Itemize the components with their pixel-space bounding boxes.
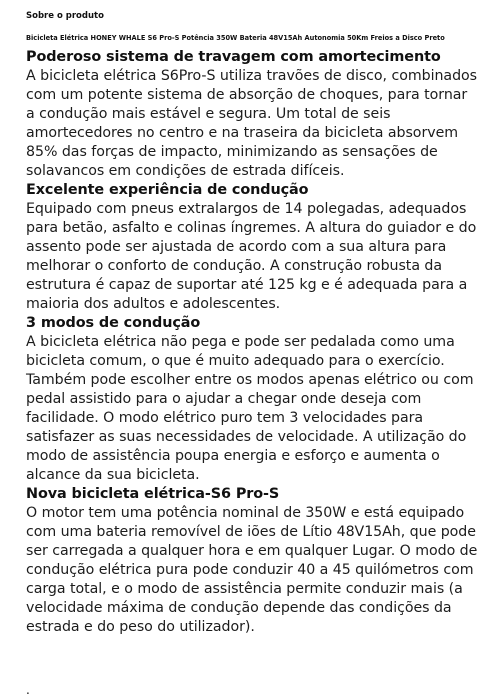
trailing-mark: . — [26, 683, 30, 697]
section-riding-experience — [26, 181, 478, 314]
section-riding-modes — [26, 314, 478, 485]
section-heading: Excelente experiência de condução — [26, 182, 309, 198]
section-heading: 3 modos de condução — [26, 315, 201, 331]
section-heading: Poderoso sistema de travagem com amortecimento — [26, 49, 441, 65]
section-body: A bicicleta elétrica S6Pro-S utiliza travões de disco, combinados com um potente sistema de absorção de choques, para tornar a condução mais estável e segura. Um total de seis amortecedores no centro e na traseira da bicicleta absorvem 85% das forças de impacto, minimizando as sensações de solavancos em condições de estrada difíceis. — [26, 68, 477, 179]
section-braking — [26, 48, 478, 181]
description-content — [26, 48, 478, 637]
section-body: Equipado com pneus extralargos de 14 polegadas, adequados para betão, asfalto e colinas íngremes. A altura do guiador e do assento pode ser ajustada de acordo com a sua altura para melhorar o conforto de condução. A construção robusta da estrutura é capaz de suportar até 125 kg e é adequada para a maioria dos adultos e adolescentes. — [26, 201, 477, 312]
section-new-bike — [26, 485, 478, 637]
product-title: Bicicleta Elétrica HONEY WHALE S6 Pro-S Potência 350W Bateria 48V15Ah Autonomia 50Km Freios a Disco Preto — [26, 34, 445, 42]
section-body: O motor tem uma potência nominal de 350W e está equipado com uma bateria removível de iões de Lítio 48V15Ah, que pode ser carregada a qualquer hora e em qualquer Lugar. O modo de condução elétrica pura pode conduzir 40 a 45 quilómetros com carga total, e o modo de assistência permite conduzir mais (a velocidade máxima de condução depende das condições da estrada e do peso do utilizador). — [26, 505, 478, 635]
section-body: A bicicleta elétrica não pega e pode ser pedalada como uma bicicleta comum, o que é muito adequado para o exercício. Também pode escolher entre os modos apenas elétrico ou com pedal assistido para o ajudar a chegar onde deseja com facilidade. O modo elétrico puro tem 3 velocidades para satisfazer as suas necessidades de velocidade. A utilização do modo de assistência poupa energia e esforço e aumenta o alcance da sua bicicleta. — [26, 334, 474, 483]
section-heading: Nova bicicleta elétrica-S6 Pro-S — [26, 486, 280, 502]
about-product-label: Sobre o produto — [26, 11, 104, 21]
